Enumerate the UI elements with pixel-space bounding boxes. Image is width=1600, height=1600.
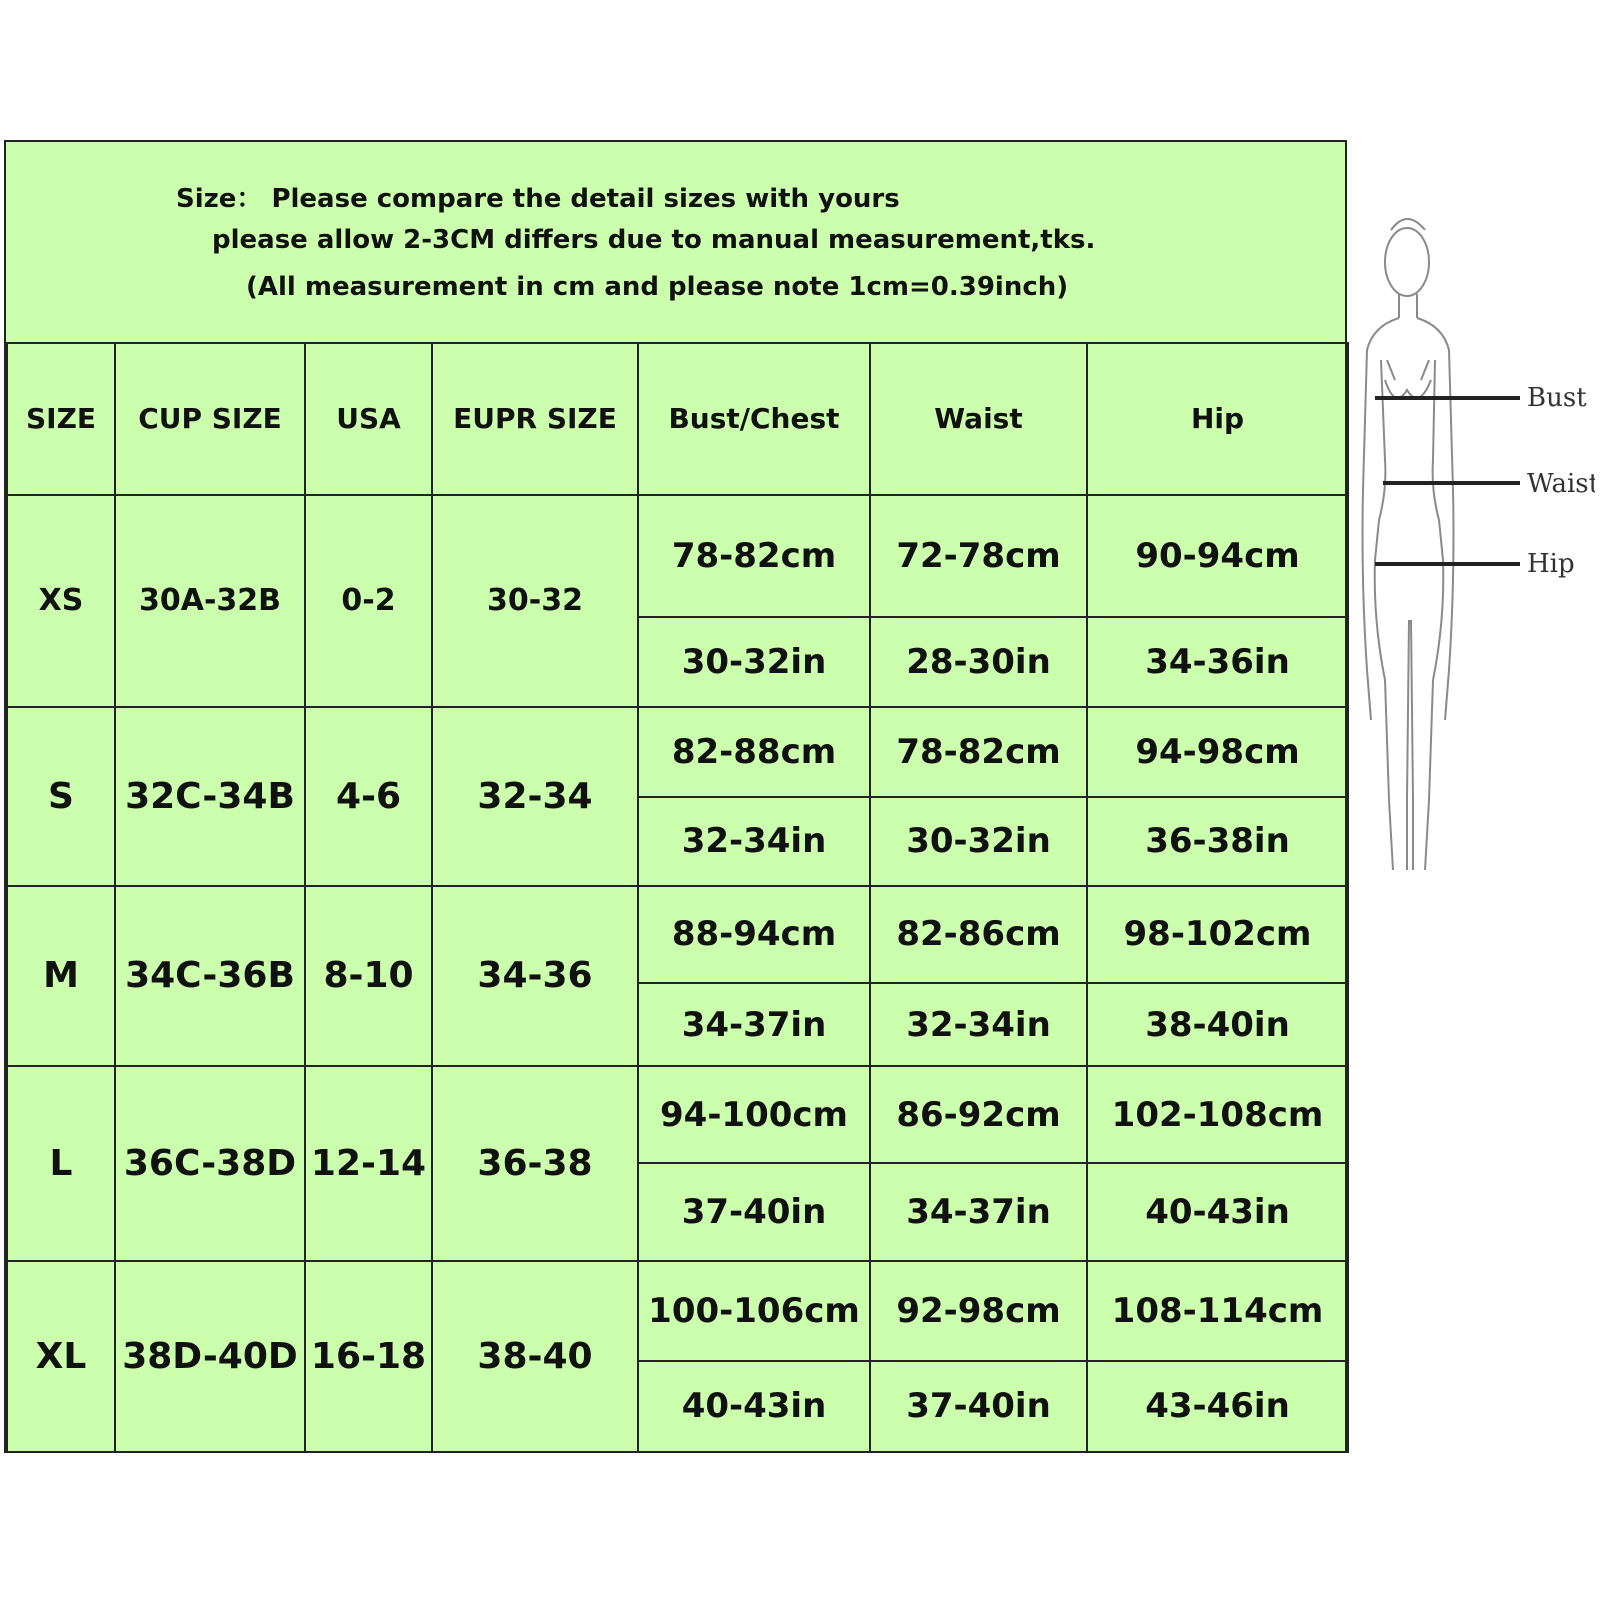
bust-cm-cell: 100-106cm	[638, 1261, 870, 1361]
hip-cm-cell: 90-94cm	[1087, 495, 1348, 618]
cup-cell: 36C-38D	[115, 1066, 305, 1260]
usa-cell: 8-10	[305, 886, 432, 1066]
cup-cell: 34C-36B	[115, 886, 305, 1066]
header-cup-size: CUP SIZE	[115, 343, 305, 495]
usa-cell: 0-2	[305, 495, 432, 707]
header-row	[7, 343, 1348, 495]
eupr-cell: 32-34	[432, 707, 638, 886]
cup-cell: 38D-40D	[115, 1261, 305, 1452]
hip-in-cell: 36-38in	[1087, 797, 1348, 886]
bust-in-cell: 30-32in	[638, 617, 870, 706]
waist-in-cell: 32-34in	[870, 983, 1087, 1066]
note-line-1: Size： Please compare the detail sizes with yours	[176, 184, 900, 214]
eupr-cell: 36-38	[432, 1066, 638, 1260]
waist-cm-cell: 82-86cm	[870, 886, 1087, 983]
waist-in-cell: 34-37in	[870, 1163, 1087, 1260]
hip-in-cell: 43-46in	[1087, 1361, 1348, 1452]
hip-label: Hip	[1527, 549, 1575, 579]
table-row	[7, 495, 1348, 618]
usa-cell: 16-18	[305, 1261, 432, 1452]
usa-cell: 12-14	[305, 1066, 432, 1260]
bust-in-cell: 34-37in	[638, 983, 870, 1066]
bust-in-cell: 40-43in	[638, 1361, 870, 1452]
size-cell: S	[7, 707, 115, 886]
bust-cm-cell: 82-88cm	[638, 707, 870, 797]
hip-cm-cell: 98-102cm	[1087, 886, 1348, 983]
waist-in-cell: 30-32in	[870, 797, 1087, 886]
size-cell: XL	[7, 1261, 115, 1452]
size-cell: M	[7, 886, 115, 1066]
bust-cm-cell: 94-100cm	[638, 1066, 870, 1163]
hip-cm-cell: 102-108cm	[1087, 1066, 1348, 1163]
table-row	[7, 1261, 1348, 1361]
header-hip: Hip	[1087, 343, 1348, 495]
waist-cm-cell: 86-92cm	[870, 1066, 1087, 1163]
size-chart-header	[6, 142, 1345, 344]
cup-cell: 30A-32B	[115, 495, 305, 707]
header-eupr-size: EUPR SIZE	[432, 343, 638, 495]
size-cell: L	[7, 1066, 115, 1260]
bust-label: Bust	[1527, 383, 1587, 413]
size-cell: XS	[7, 495, 115, 707]
eupr-cell: 38-40	[432, 1261, 638, 1452]
body-measurement-figure	[1355, 200, 1595, 900]
table-row	[7, 707, 1348, 797]
waist-label: Waist	[1527, 469, 1595, 499]
hip-cm-cell: 108-114cm	[1087, 1261, 1348, 1361]
cup-cell: 32C-34B	[115, 707, 305, 886]
header-bust-chest: Bust/Chest	[638, 343, 870, 495]
hip-cm-cell: 94-98cm	[1087, 707, 1348, 797]
hip-in-cell: 34-36in	[1087, 617, 1348, 706]
header-waist: Waist	[870, 343, 1087, 495]
eupr-cell: 30-32	[432, 495, 638, 707]
bust-cm-cell: 88-94cm	[638, 886, 870, 983]
hip-in-cell: 38-40in	[1087, 983, 1348, 1066]
eupr-cell: 34-36	[432, 886, 638, 1066]
table-row	[7, 886, 1348, 983]
bust-in-cell: 32-34in	[638, 797, 870, 886]
hip-in-cell: 40-43in	[1087, 1163, 1348, 1260]
waist-cm-cell: 78-82cm	[870, 707, 1087, 797]
bust-in-cell: 37-40in	[638, 1163, 870, 1260]
bust-cm-cell: 78-82cm	[638, 495, 870, 618]
waist-cm-cell: 72-78cm	[870, 495, 1087, 618]
waist-in-cell: 28-30in	[870, 617, 1087, 706]
table-row	[7, 1066, 1348, 1163]
note-line-3: (All measurement in cm and please note 1cm=0.39inch)	[246, 272, 1069, 302]
waist-cm-cell: 92-98cm	[870, 1261, 1087, 1361]
size-chart	[4, 140, 1347, 1453]
header-usa: USA	[305, 343, 432, 495]
size-table	[6, 342, 1349, 1453]
waist-in-cell: 37-40in	[870, 1361, 1087, 1452]
header-size: SIZE	[7, 343, 115, 495]
usa-cell: 4-6	[305, 707, 432, 886]
body-figure-illustration	[1355, 200, 1595, 900]
note-line-2: please allow 2-3CM differs due to manual measurement,tks.	[212, 225, 1096, 255]
